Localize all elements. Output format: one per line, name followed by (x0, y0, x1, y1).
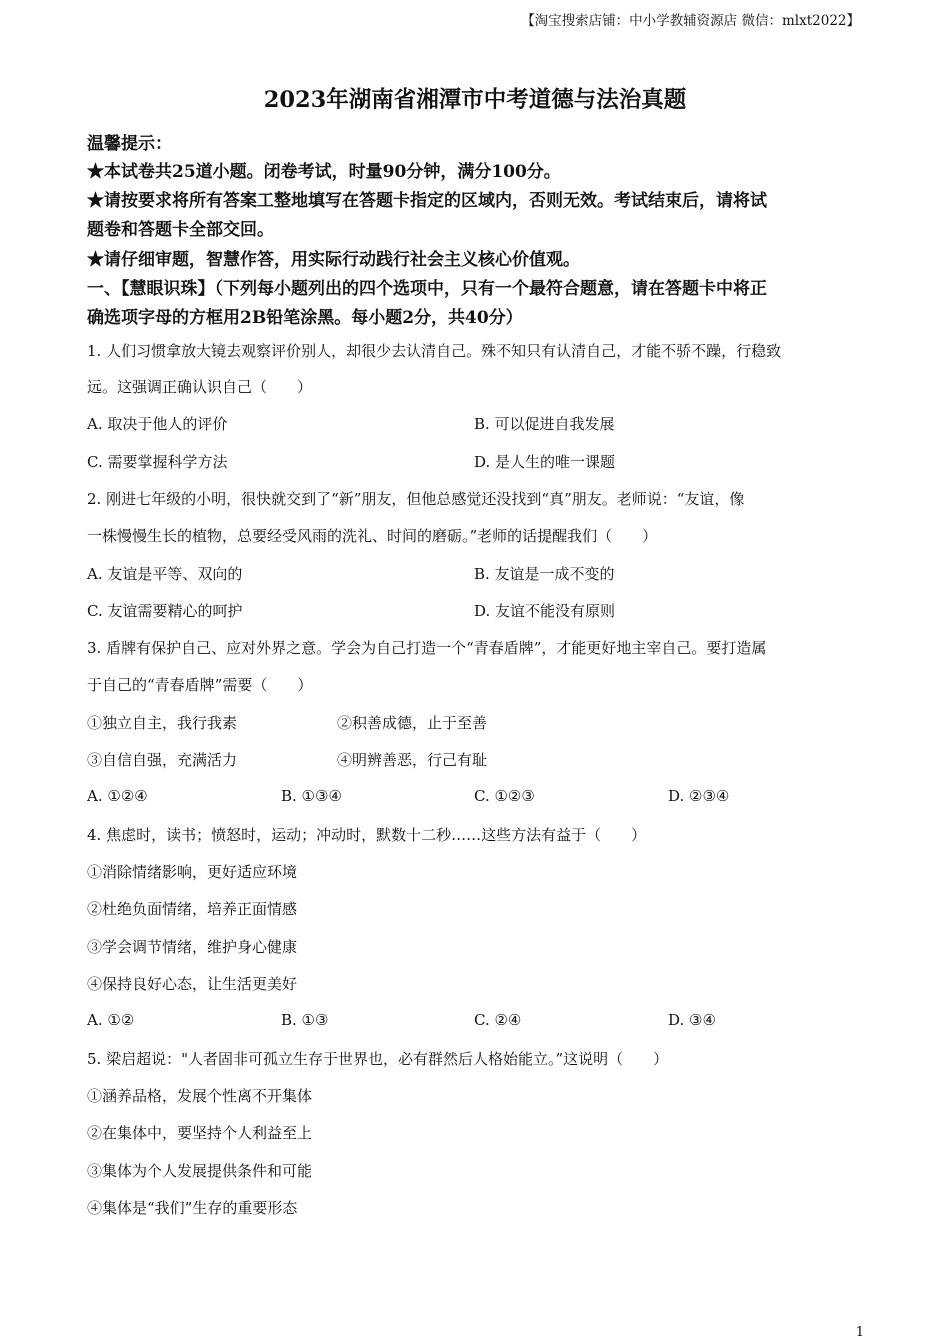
question-3-stem: 3. 盾牌有保护自己、应对外界之意。学会为自己打造一个“青春盾牌”，才能更好地主宰自己。要打造属 (87, 639, 767, 657)
question-4-option-d: D. ③④ (668, 1011, 716, 1029)
question-3-statement-1: ①独立自主，我行我素 (87, 714, 238, 732)
question-2-option-b: B. 友谊是一成不变的 (474, 565, 615, 583)
question-4-option-c: C. ②④ (474, 1011, 522, 1029)
question-3-statement-3: ③自信自强，充满活力 (87, 751, 238, 769)
section-heading-cont: 确选项字母的方框用2B铅笔涂黑。每小题2分，共40分） (87, 308, 523, 328)
question-1-option-d: D. 是人生的唯一课题 (474, 453, 616, 471)
tips-heading: 温馨提示： (87, 134, 172, 154)
question-1-option-c: C. 需要掌握科学方法 (87, 453, 228, 471)
tip-item: ★本试卷共25道小题。闭卷考试，时量90分钟，满分100分。 (87, 162, 561, 182)
question-4-statement-2: ②杜绝负面情绪，培养正面情感 (87, 900, 298, 918)
question-2-stem-cont: 一株慢慢生长的植物，总要经受风雨的洗礼、时间的磨砺。”老师的话提醒我们（ ） (87, 527, 658, 545)
question-4-statement-1: ①消除情绪影响，更好适应环境 (87, 863, 298, 881)
question-3-statement-4: ④明辨善恶，行己有耻 (337, 751, 488, 769)
question-2-option-d: D. 友谊不能没有原则 (474, 602, 616, 620)
question-4-stem: 4. 焦虑时，读书；愤怒时，运动；冲动时，默数十二秒……这些方法有益于（ ） (87, 826, 647, 844)
question-1-stem-cont: 远。这强调正确认识自己（ ） (87, 378, 313, 396)
question-2-option-a: A. 友谊是平等、双向的 (87, 565, 243, 583)
question-1-stem: 1. 人们习惯拿放大镜去观察评价别人，却很少去认清自己。殊不知只有认清自己，才能不骄不躁，行稳致 (87, 342, 782, 360)
question-3-statement-2: ②积善成德，止于至善 (337, 714, 488, 732)
question-3-stem-cont: 于自己的“青春盾牌”需要（ ） (87, 676, 313, 694)
header-note: 【淘宝搜索店铺：中小学教辅资源店 微信：mlxt2022】 (521, 13, 860, 29)
question-5-stem: 5. 梁启超说："人者固非可孤立生存于世界也，必有群然后人格始能立。”这说明（ ） (87, 1050, 669, 1068)
page-number: 1 (855, 1325, 864, 1340)
question-4-statement-4: ④保持良好心态，让生活更美好 (87, 975, 298, 993)
question-5-statement-2: ②在集体中，要坚持个人利益至上 (87, 1124, 313, 1142)
question-5-statement-3: ③集体为个人发展提供条件和可能 (87, 1162, 313, 1180)
question-1-option-b: B. 可以促进自我发展 (474, 415, 615, 433)
question-4-option-a: A. ①② (87, 1011, 135, 1029)
question-4-statement-3: ③学会调节情绪，维护身心健康 (87, 938, 298, 956)
question-2-stem: 2. 刚进七年级的小明，很快就交到了“新”朋友，但他总感觉还没找到“真”朋友。老师说：“友谊，像 (87, 490, 745, 508)
question-4-option-b: B. ①③ (281, 1011, 329, 1029)
question-2-option-c: C. 友谊需要精心的呵护 (87, 602, 243, 620)
question-5-statement-4: ④集体是“我们”生存的重要形态 (87, 1199, 298, 1217)
question-1-option-a: A. 取决于他人的评价 (87, 415, 228, 433)
question-3-option-a: A. ①②④ (87, 787, 148, 805)
question-3-option-d: D. ②③④ (668, 787, 730, 805)
tip-item: 题卷和答题卡全部交回。 (87, 220, 274, 240)
question-5-statement-1: ①涵养品格，发展个性离不开集体 (87, 1087, 313, 1105)
page-title: 2023年湖南省湘潭市中考道德与法治真题 (263, 87, 687, 113)
section-heading: 一、【慧眼识珠】（下列每小题列出的四个选项中，只有一个最符合题意，请在答题卡中将正 (87, 279, 767, 299)
tip-item: ★请仔细审题，智慧作答，用实际行动践行社会主义核心价值观。 (87, 250, 580, 270)
tip-item: ★请按要求将所有答案工整地填写在答题卡指定的区域内，否则无效。考试结束后，请将试 (87, 191, 767, 211)
question-3-option-c: C. ①②③ (474, 787, 535, 805)
question-3-option-b: B. ①③④ (281, 787, 342, 805)
